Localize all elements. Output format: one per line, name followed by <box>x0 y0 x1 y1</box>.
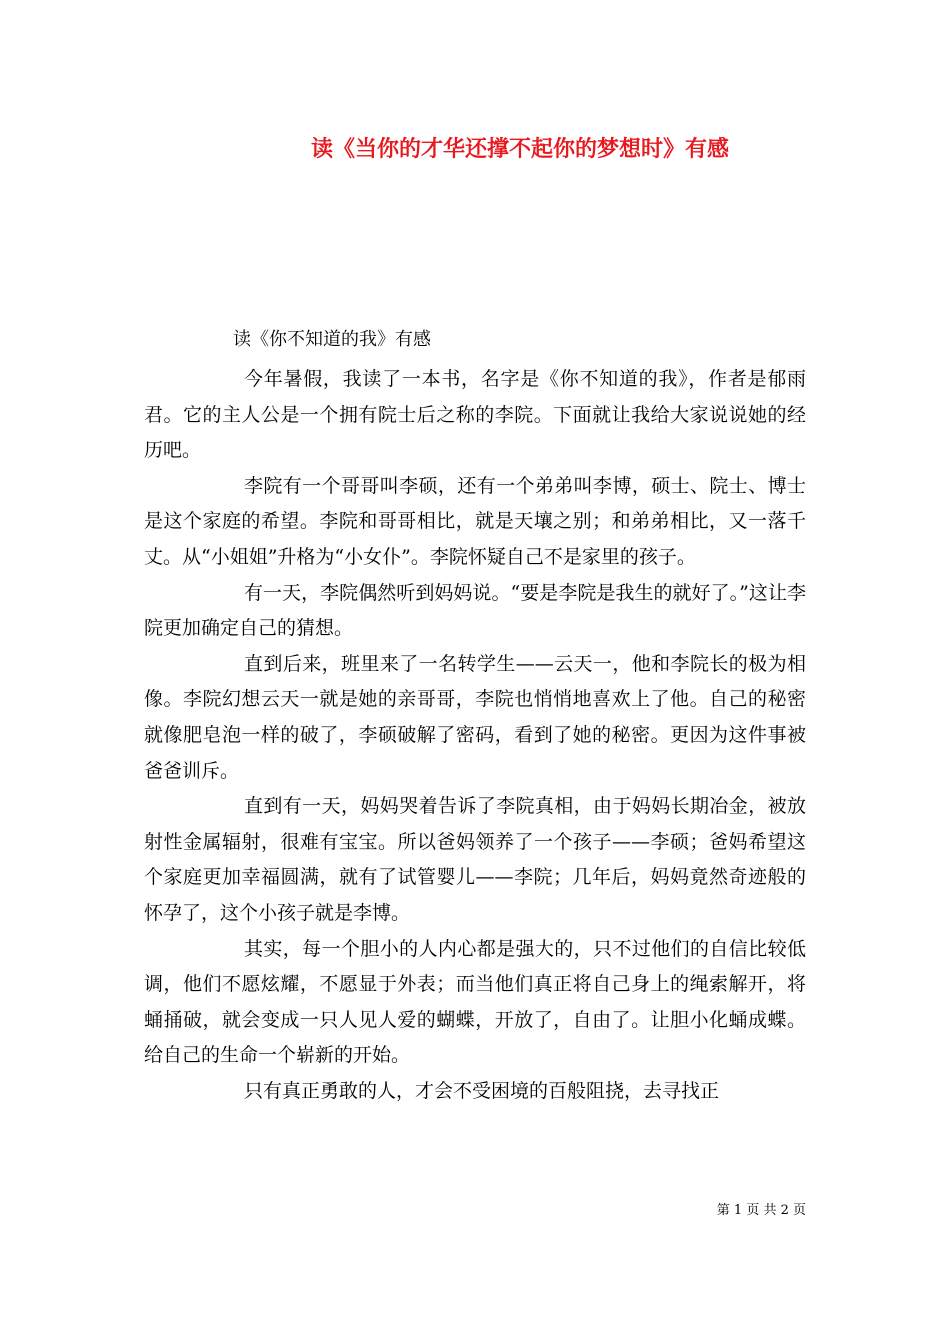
paragraph: 只有真正勇敢的人，才会不受困境的百般阻挠，去寻找正 <box>244 1079 720 1102</box>
paragraph: 今年暑假，我读了一本书，名字是《你不知道的我》，作者是郁雨君。它的主人公是一个拥有院士后之称的李院。下面就让我给大家说说她的经历吧。 <box>144 368 806 462</box>
document-title: 读《当你的才华还撑不起你的梦想时》有感 <box>310 136 729 162</box>
paragraph: 直到有一天，妈妈哭着告诉了李院真相，由于妈妈长期冶金，被放射性金属辐射，很难有宝宝。所以爸妈领养了一个孩子——李硕；爸妈希望这个家庭更加幸福圆满，就有了试管婴儿——李院；几年后，妈妈竟然奇迹般的怀孕了，这个小孩子就是李博。 <box>144 795 806 924</box>
page-number: 第 1 页 共 2 页 <box>716 1203 806 1218</box>
paragraph: 直到后来，班里来了一名转学生——云天一，他和李院长的极为相像。李院幻想云天一就是她的亲哥哥，李院也悄悄地喜欢上了他。自己的秘密就像肥皂泡一样的破了，李硕破解了密码，看到了她的秘密。更因为这件事被爸爸训斥。 <box>144 652 806 782</box>
paragraph: 有一天，李院偶然听到妈妈说。“要是李院是我生的就好了。”这让李院更加确定自己的猜想。 <box>144 581 806 640</box>
document-body <box>144 362 806 1109</box>
paragraph: 李院有一个哥哥叫李硕，还有一个弟弟叫李博，硕士、院士、博士是这个家庭的希望。李院和哥哥相比，就是天壤之别；和弟弟相比，又一落千丈。从“小姐姐”升格为“小女仆”。李院怀疑自己不是家里的孩子。 <box>144 474 806 568</box>
paragraph: 其实，每一个胆小的人内心都是强大的，只不过他们的自信比较低调，他们不愿炫耀，不愿显于外表；而当他们真正将自己身上的绳索解开，将蛹捅破，就会变成一只人见人爱的蝴蝶，开放了，自由了。让胆小化蛹成蝶。给自己的生命一个崭新的开始。 <box>144 937 806 1067</box>
document-subtitle: 读《你不知道的我》有感 <box>233 329 431 350</box>
